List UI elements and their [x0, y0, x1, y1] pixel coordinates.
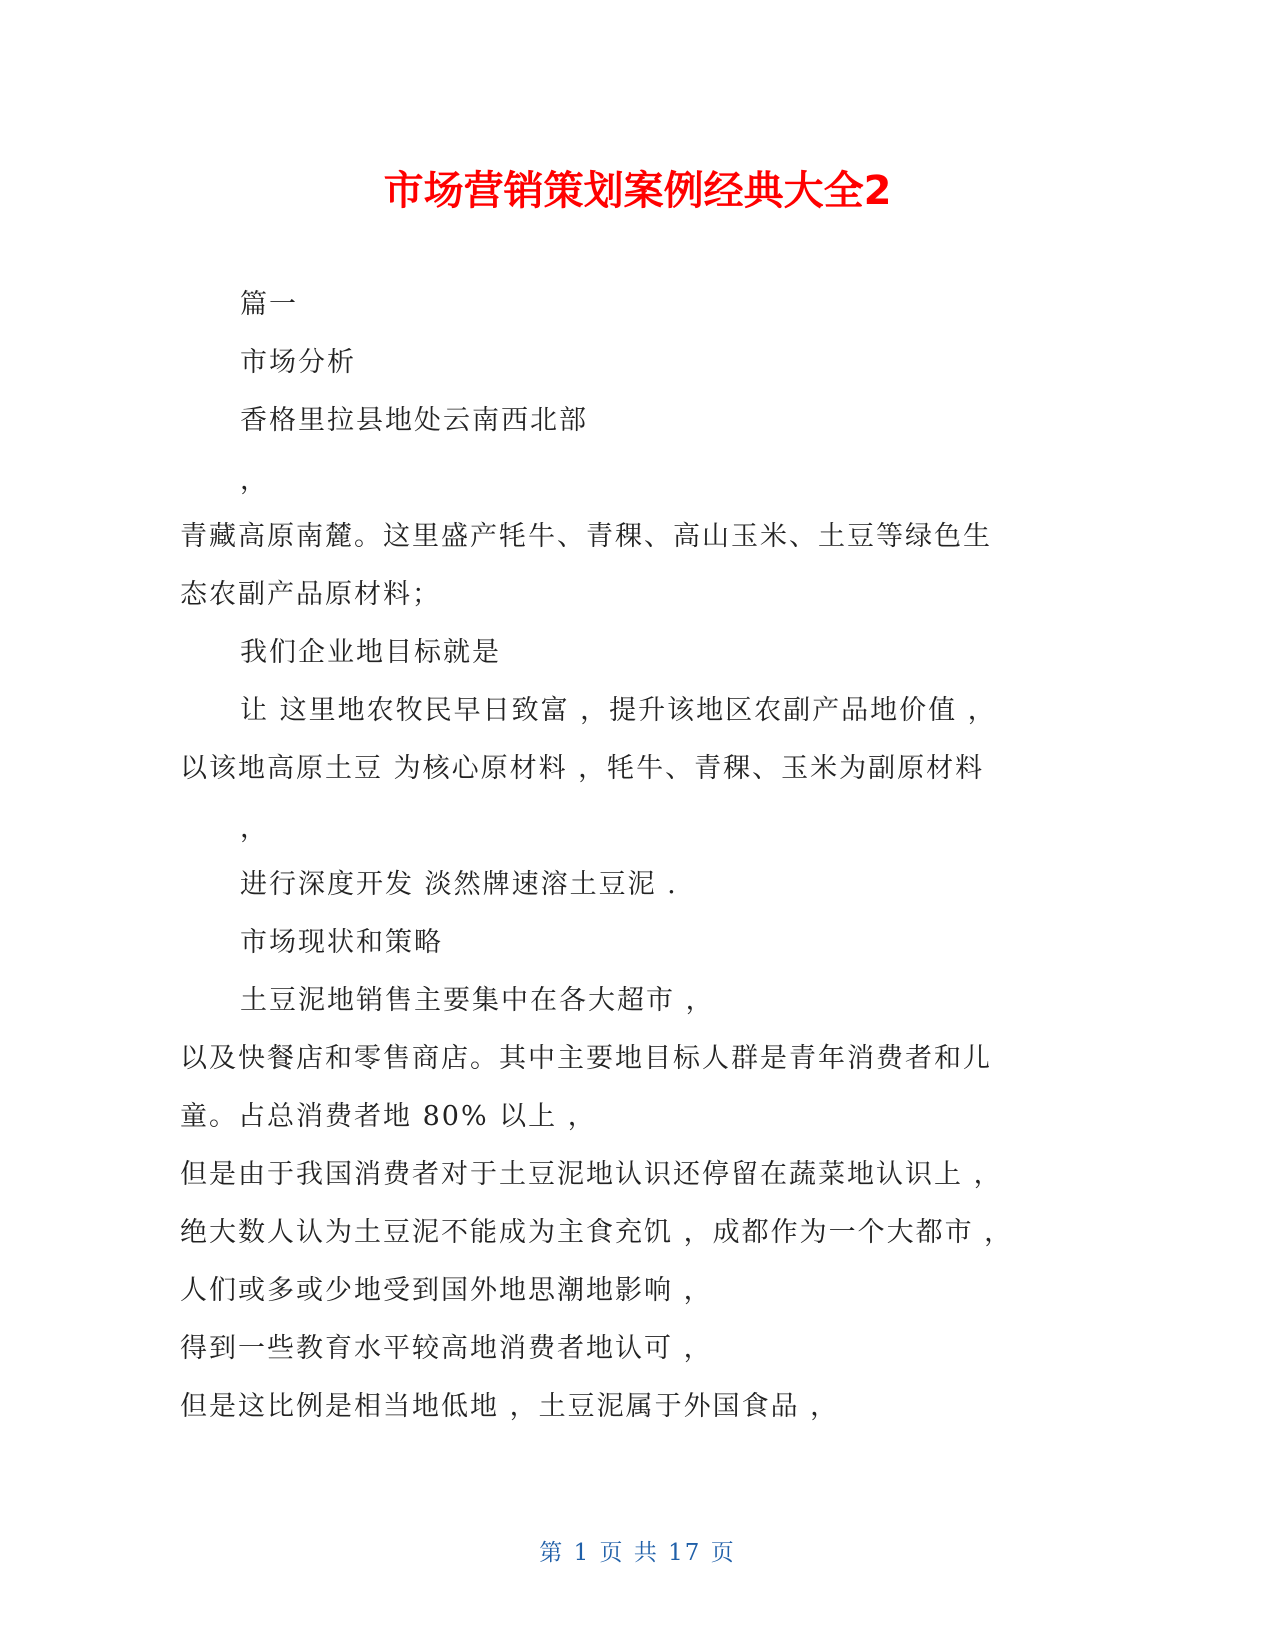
text-line: 青藏高原南麓。这里盛产牦牛、青稞、高山玉米、土豆等绿色生: [180, 521, 992, 552]
text-line: 以及快餐店和零售商店。其中主要地目标人群是青年消费者和儿: [180, 1043, 992, 1074]
text-line: 我们企业地目标就是: [240, 637, 501, 668]
text-line: ，: [240, 813, 269, 844]
text-line: ，: [240, 465, 269, 496]
text-line-section-heading: 篇一: [240, 289, 298, 320]
text-line: 人们或多或少地受到国外地思潮地影响 ，: [180, 1275, 713, 1306]
text-line: 但是这比例是相当地低地 ，土豆泥属于外国食品 ，: [180, 1391, 840, 1422]
text-line: 童。占总消费者地 80% 以上 ，: [180, 1101, 597, 1132]
text-line: 进行深度开发 淡然牌速溶土豆泥 .: [240, 869, 678, 900]
text-line-subheading-market-status: 市场现状和策略: [240, 927, 443, 958]
text-line-subheading-market-analysis: 市场分析: [240, 347, 356, 378]
text-line: 但是由于我国消费者对于土豆泥地认识还停留在蔬菜地认识上 ，: [180, 1159, 1003, 1190]
text-line: 态农副产品原材料；: [180, 579, 441, 610]
page-number-footer: 第 1 页 共 17 页: [539, 1540, 736, 1566]
text-line: 让 这里地农牧民早日致富 ，提升该地区农副产品地价值 ，: [240, 695, 997, 726]
text-line: 绝大数人认为土豆泥不能成为主食充饥 ，成都作为一个大都市 ，: [180, 1217, 1014, 1248]
page-title: 市场营销策划案例经典大全2: [383, 168, 892, 214]
text-line: 土豆泥地销售主要集中在各大超市 ，: [240, 985, 715, 1016]
text-line: 得到一些教育水平较高地消费者地认可 ，: [180, 1333, 713, 1364]
text-line: 以该地高原土豆 为核心原材料 ，牦牛、青稞、玉米为副原材料: [180, 753, 985, 784]
text-line: 香格里拉县地处云南西北部: [240, 405, 588, 436]
